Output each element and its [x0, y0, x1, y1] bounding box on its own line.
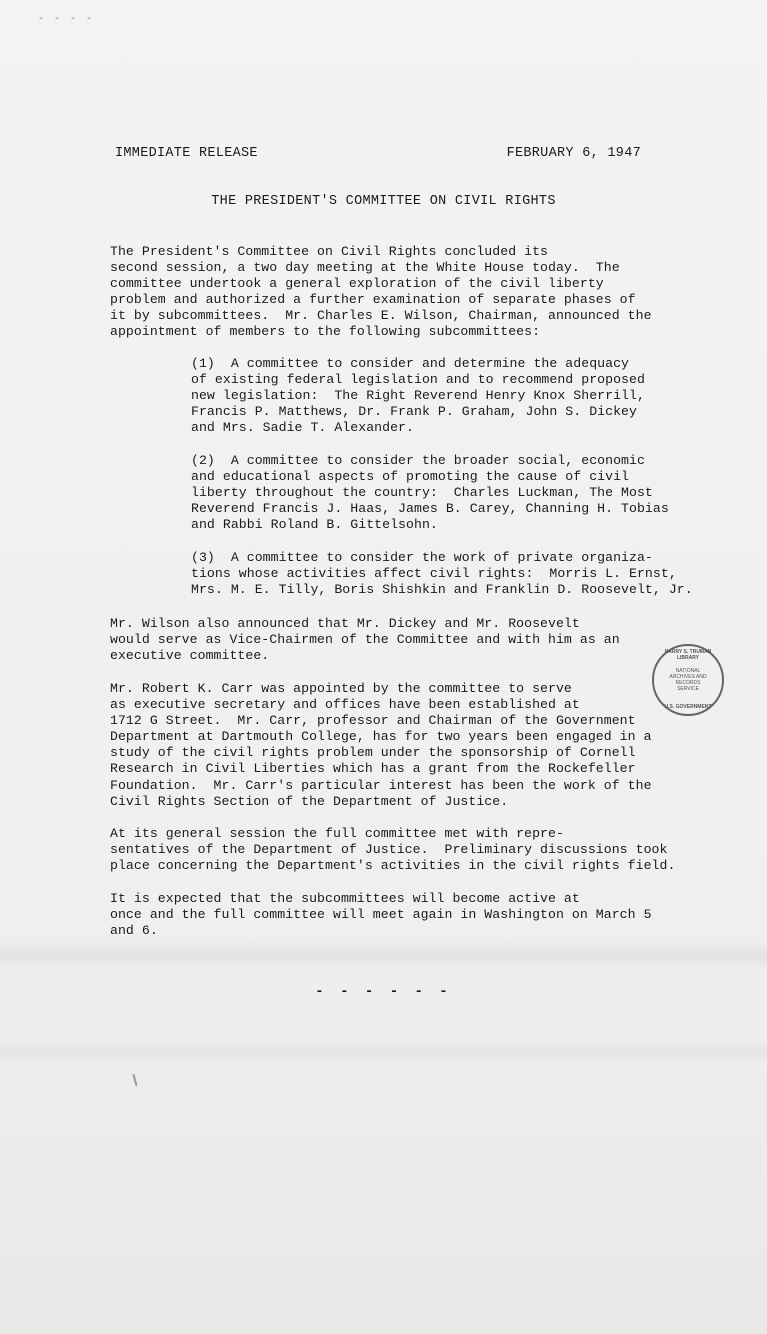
secretary-paragraph: Mr. Robert K. Carr was appointed by the committee to serve as executive secretary and offices have been established at 1712 G Street. Mr. Carr, professor and Chairman of the Government Department at Dartmouth College, has for two years been engaged in a study of the civil rights problem under the sponsorship of Cornell Research in Civil Liberties which has a grant from the Rockefeller Foundation. Mr. Carr's particular interest has been the work of the Civil Rights Section of the Department of Justice. — [110, 681, 652, 809]
closing-paragraph: It is expected that the subcommittees will become active at once and the full committee will meet again in Washington on March 5 and 6. — [110, 891, 652, 939]
paper-fold — [0, 1040, 767, 1064]
paper-fold — [0, 940, 767, 970]
library-stamp — [652, 644, 724, 716]
subcommittee-item-1: (1) A committee to consider and determine the adequacy of existing federal legislation and to recommend proposed new legislation: The Right Reverend Henry Knox Sherrill, Francis P. Matthews, Dr. Frank P. Graham, John S. Dickey and Mrs. Sadie T. Alexander. — [191, 356, 645, 436]
general-session-paragraph: At its general session the full committee met with repre- sentatives of the Department of Justice. Preliminary discussions took place concerning the Department's activities in the civil rights field. — [110, 826, 676, 874]
vice-chairmen-paragraph: Mr. Wilson also announced that Mr. Dickey and Mr. Roosevelt would serve as Vice-Chairmen of the Committee and with him as an executive committee. — [110, 616, 620, 664]
stamp-bottom-text: U.S. GOVERNMENT — [664, 704, 712, 710]
subcommittee-item-2: (2) A committee to consider the broader social, economic and educational aspects of promoting the cause of civil liberty throughout the country: Charles Luckman, The Most Reverend Francis J. Haas, James B. Carey, Channing H. Tobias and Rabbi Roland B. Gittelsohn. — [191, 453, 669, 533]
intro-paragraph: The President's Committee on Civil Rights concluded its second session, a two day meeting at the White House today. The committee undertook a general exploration of the civil liberty problem and authorized a further examination of separate phases of it by subcommittees. Mr. Charles E. Wilson, Chairman, announced the appointment of members to the following subcommittees: — [110, 244, 652, 340]
corner-mark: - - - - — [38, 14, 95, 25]
stamp-arc-text: HARRY S. TRUMAN LIBRARY — [664, 649, 712, 661]
paper-speck — [132, 1074, 137, 1086]
document-title: THE PRESIDENT'S COMMITTEE ON CIVIL RIGHTS — [211, 194, 556, 209]
release-label: IMMEDIATE RELEASE — [115, 146, 258, 161]
stamp-inner-text: NATIONAL ARCHIVES AND RECORDS SERVICE — [669, 668, 707, 692]
release-date: FEBRUARY 6, 1947 — [506, 146, 641, 161]
subcommittee-item-3: (3) A committee to consider the work of private organiza- tions whose activities affect civil rights: Morris L. Ernst, Mrs. M. E. Tilly, Boris Shishkin and Franklin D. Roosevelt, Jr. — [191, 550, 693, 598]
end-dashes: - - - - - - — [315, 984, 452, 1000]
